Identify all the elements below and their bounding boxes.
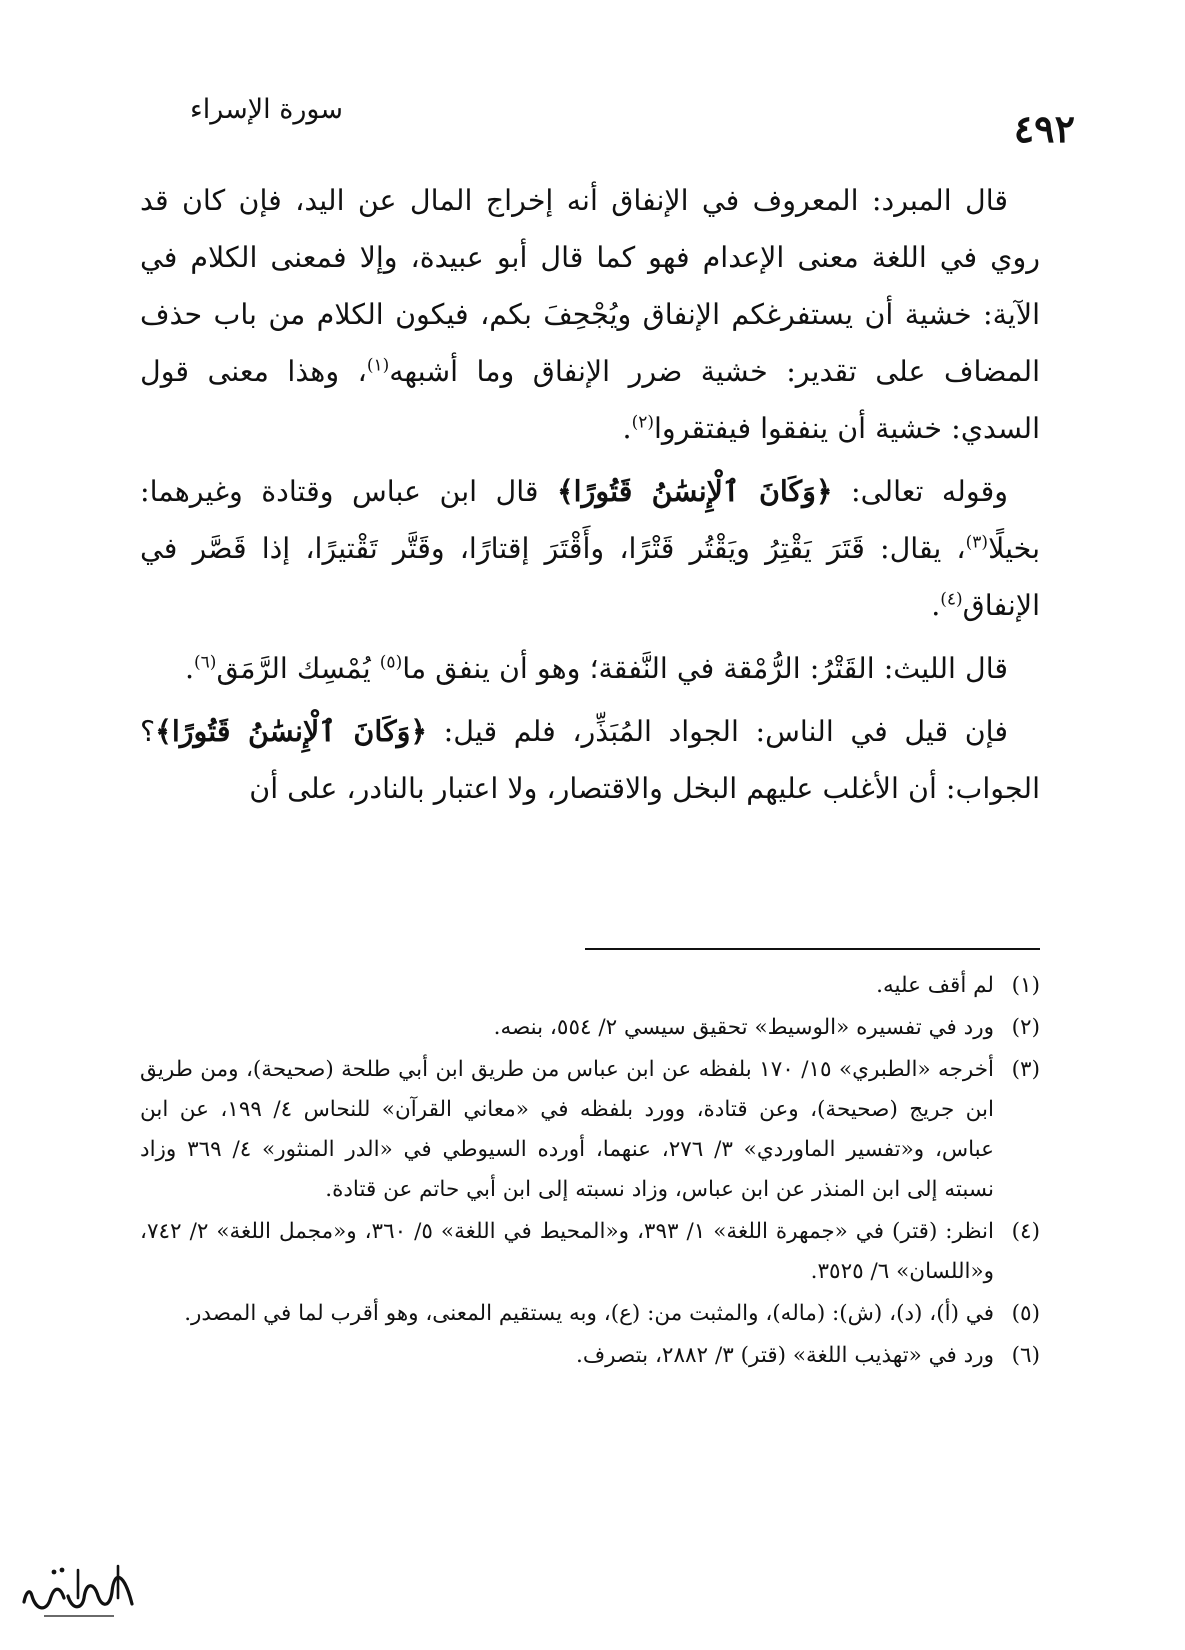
footnote-number: (٣): [1011, 1057, 1040, 1082]
footnote-text: أخرجه «الطبري» ١٥/ ١٧٠ بلفظه عن ابن عباس من طريق ابن أبي طلحة (صحيحة)، ومن طريق ابن جريج (صحيحة)، وعن قتادة، وورد بلفظه في «معاني القرآن» للنحاس ٤/ ١٩٩، عن ابن عباس، و«تفسير الماوردي» ٣/ ٢٧٦، عنهما، أورده السيوطي في «الدر المنثور» ٤/ ٣٦٩ وزاد نسبته إلى ابن المنذر عن ابن عباس، وزاد نسبته إلى ابن أبي حاتم عن قتادة.: [140, 1057, 995, 1202]
footnote: [140, 1294, 1040, 1334]
footnote-number: (١): [1011, 973, 1040, 998]
footnote-reference: (٣): [965, 532, 989, 553]
footnote-reference: (٤): [940, 589, 963, 610]
footnote: [140, 1008, 1040, 1048]
text-segment: قال ابن عباس وقتادة وغيرهما: بخيلًا: [140, 475, 1040, 565]
footnote-number: (٢): [1011, 1015, 1040, 1040]
text-segment: قال الليث: القَتْرُ: الرُّمْقة في النَّفقة؛ وهو أن ينفق ما: [402, 652, 1008, 685]
footnote-number: (٦): [1011, 1343, 1040, 1368]
footnotes: [140, 966, 1040, 1378]
text-segment: ؟ الجواب: أن الأغلب عليهم البخل والاقتصار، ولا اعتبار بالنادر، على أن: [140, 715, 1040, 805]
running-title: سورة الإسراء: [190, 94, 343, 125]
text-segment: ، يقال: قَتَرَ يَقْتِرُ ويَقْتُر قَتْرًا، وأَقْتَرَ إقتارًا، وقَتَّر تَقْتيرًا، إذا قَصَّر في الإنفاق: [140, 532, 1040, 622]
page-number: ٤٩٢: [1013, 106, 1075, 151]
text-segment: فإن قيل في الناس: الجواد المُبَذِّر، فلم قيل:: [427, 715, 1008, 748]
publisher-logo: [14, 1552, 144, 1622]
footnote-reference: (٦): [194, 652, 217, 673]
main-text: [140, 172, 1040, 823]
text-segment: ، وهذا معنى قول السدي: خشية أن ينفقوا فيفتقروا: [140, 355, 1040, 445]
footnote: [140, 1050, 1040, 1210]
paragraph: [140, 703, 1040, 817]
footnote-separator: [585, 948, 1040, 950]
text-segment: .: [931, 589, 941, 622]
footnote-text: لم أقف عليه.: [876, 973, 994, 998]
quran-quote: ﴿وَكَانَ ٱلْإِنسَٰنُ قَتُورًا﴾: [556, 474, 833, 508]
paragraph: [140, 640, 1040, 697]
footnote-text: في (أ)، (د)، (ش): (ماله)، والمثبت من: (ع)، وبه يستقيم المعنى، وهو أقرب لما في المصدر.: [184, 1301, 994, 1326]
quran-quote: ﴿وَكَانَ ٱلْإِنسَٰنُ قَتُورًا﴾: [155, 714, 428, 748]
text-segment: وقوله تعالى:: [832, 475, 1008, 508]
footnote: [140, 966, 1040, 1006]
footnote-text: انظر: (قتر) في «جمهرة اللغة» ١/ ٣٩٣، و«المحيط في اللغة» ٥/ ٣٦٠، و«مجمل اللغة» ٢/ ٧٤٢، و«اللسان» ٦/ ٣٥٢٥.: [140, 1219, 995, 1284]
text-segment: .: [622, 412, 632, 445]
footnote-text: ورد في تفسيره «الوسيط» تحقيق سيسي ٢/ ٥٥٤، بنصه.: [493, 1015, 994, 1040]
footnote: [140, 1336, 1040, 1376]
page-header: [180, 92, 1075, 152]
footnote-reference: (٥): [379, 652, 403, 673]
text-segment: .: [184, 652, 195, 685]
footnote-number: (٤): [1011, 1219, 1040, 1244]
footnote-reference: (٢): [631, 412, 655, 433]
paragraph: [140, 463, 1040, 634]
footnote: [140, 1212, 1040, 1292]
paragraph: [140, 172, 1040, 457]
footnote-reference: (١): [366, 355, 390, 376]
text-segment: يُمْسِك الرَّمَق: [216, 652, 380, 685]
footnote-number: (٥): [1011, 1301, 1040, 1326]
text-segment: قال المبرد: المعروف في الإنفاق أنه إخراج المال عن اليد، فإن كان قد روي في اللغة معنى الإعدام فهو كما قال أبو عبيدة، وإلا فمعنى الكلام في الآية: خشية أن يستفرغكم الإنفاق ويُجْحِفَ بكم، فيكون الكلام من باب حذف المضاف على تقدير: خشية ضرر الإنفاق وما أشبهه: [140, 184, 1040, 388]
footnote-text: ورد في «تهذيب اللغة» (قتر) ٣/ ٢٨٨٢، بتصرف.: [576, 1343, 994, 1368]
